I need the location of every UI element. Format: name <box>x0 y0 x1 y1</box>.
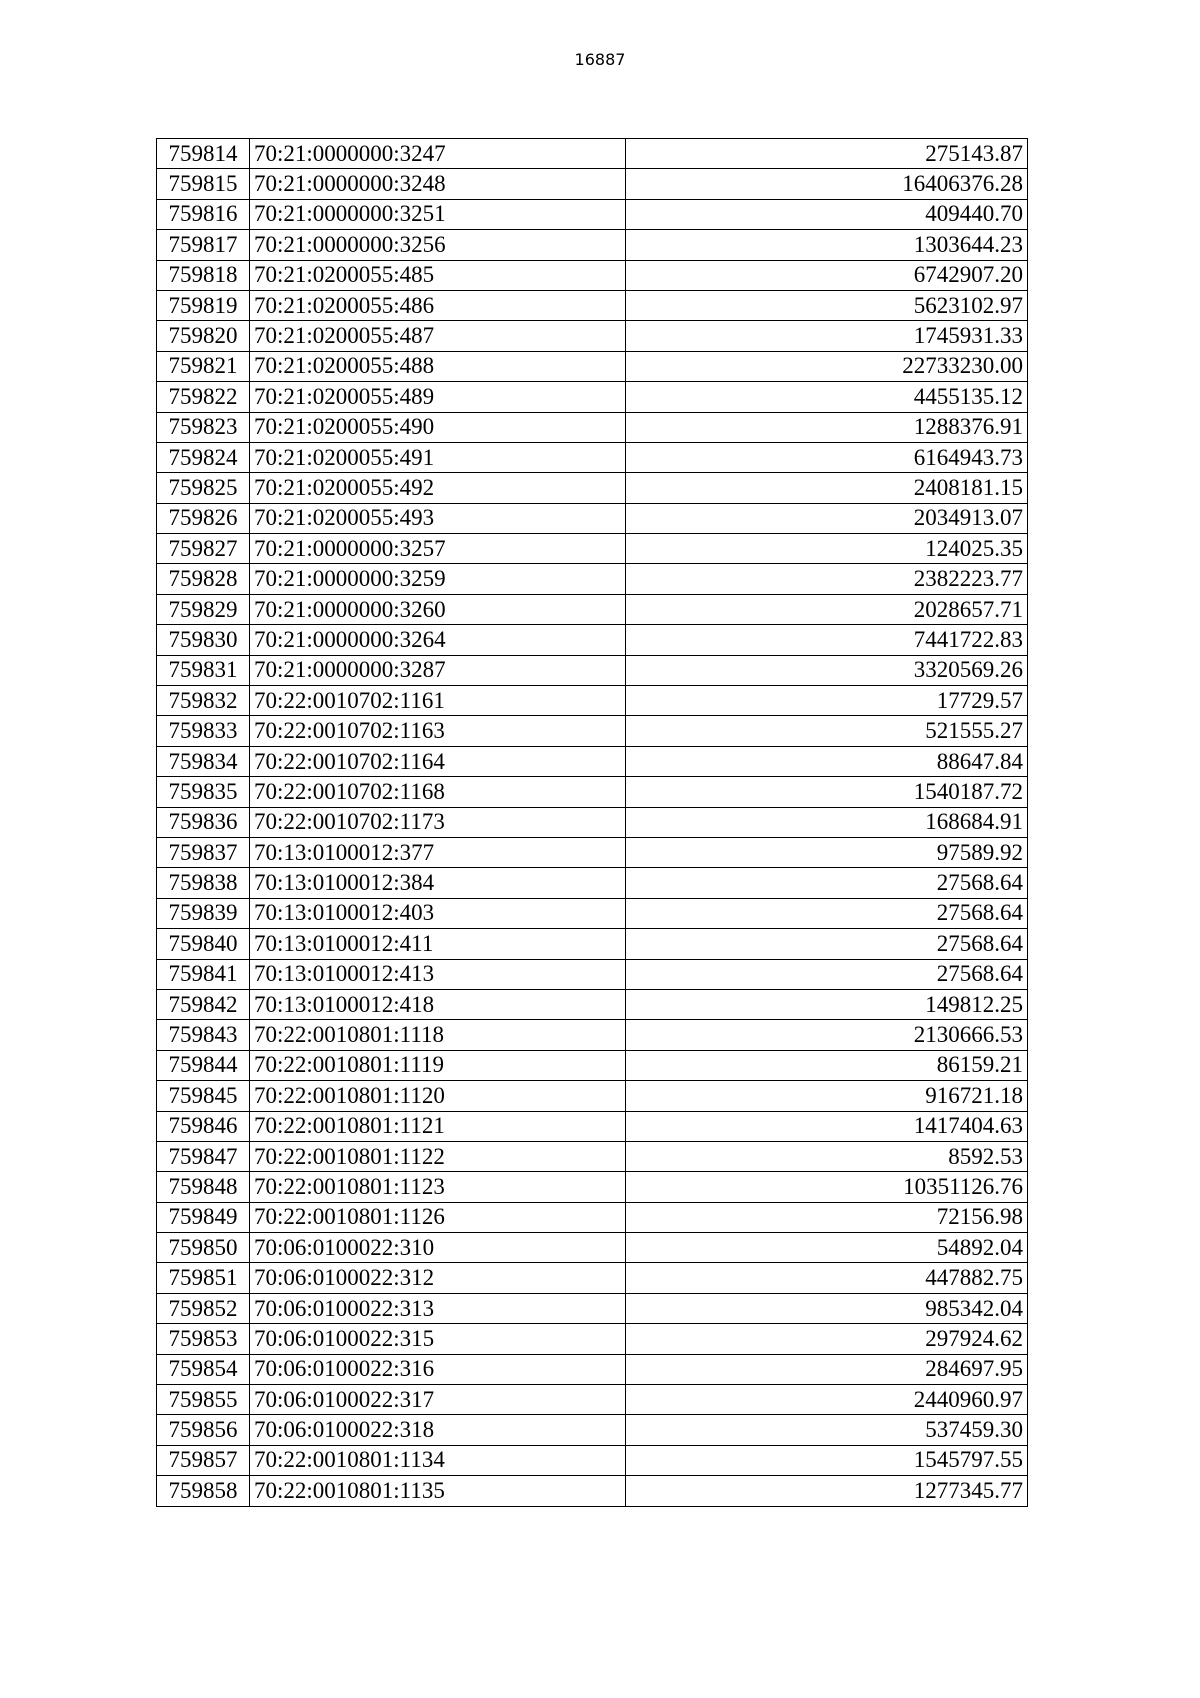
row-id-cell: 759853 <box>157 1324 250 1354</box>
cadastral-number-cell: 70:21:0000000:3247 <box>250 139 626 169</box>
table-row <box>157 1081 1028 1111</box>
cadastral-number-cell: 70:21:0200055:492 <box>250 473 626 503</box>
value-cell: 284697.95 <box>626 1354 1028 1384</box>
value-cell: 297924.62 <box>626 1324 1028 1354</box>
cadastral-number-cell: 70:21:0000000:3257 <box>250 534 626 564</box>
cadastral-number-cell: 70:21:0000000:3256 <box>250 230 626 260</box>
row-id-cell: 759858 <box>157 1476 250 1506</box>
table-row <box>157 1050 1028 1080</box>
row-id-cell: 759834 <box>157 746 250 776</box>
cadastral-number-cell: 70:22:0010702:1163 <box>250 716 626 746</box>
table-row <box>157 412 1028 442</box>
row-id-cell: 759851 <box>157 1263 250 1293</box>
value-cell: 1417404.63 <box>626 1111 1028 1141</box>
table-row <box>157 169 1028 199</box>
value-cell: 985342.04 <box>626 1293 1028 1323</box>
value-cell: 3320569.26 <box>626 655 1028 685</box>
value-cell: 149812.25 <box>626 989 1028 1019</box>
value-cell: 2382223.77 <box>626 564 1028 594</box>
row-id-cell: 759846 <box>157 1111 250 1141</box>
table-row <box>157 1233 1028 1263</box>
row-id-cell: 759852 <box>157 1293 250 1323</box>
row-id-cell: 759822 <box>157 382 250 412</box>
table-row <box>157 1172 1028 1202</box>
cadastral-number-cell: 70:21:0000000:3251 <box>250 199 626 229</box>
value-cell: 6742907.20 <box>626 260 1028 290</box>
row-id-cell: 759856 <box>157 1415 250 1445</box>
cadastral-number-cell: 70:06:0100022:315 <box>250 1324 626 1354</box>
table-row <box>157 959 1028 989</box>
table-row <box>157 1263 1028 1293</box>
row-id-cell: 759848 <box>157 1172 250 1202</box>
row-id-cell: 759837 <box>157 837 250 867</box>
cadastral-number-cell: 70:21:0200055:485 <box>250 260 626 290</box>
table-row <box>157 321 1028 351</box>
table-row <box>157 1324 1028 1354</box>
table-row <box>157 777 1028 807</box>
cadastral-number-cell: 70:13:0100012:413 <box>250 959 626 989</box>
table-row <box>157 868 1028 898</box>
table-row <box>157 929 1028 959</box>
cadastral-number-cell: 70:21:0000000:3260 <box>250 594 626 624</box>
table-row <box>157 716 1028 746</box>
cadastral-number-cell: 70:22:0010801:1126 <box>250 1202 626 1232</box>
value-cell: 4455135.12 <box>626 382 1028 412</box>
table-row <box>157 503 1028 533</box>
cadastral-number-cell: 70:22:0010801:1120 <box>250 1081 626 1111</box>
row-id-cell: 759830 <box>157 625 250 655</box>
value-cell: 521555.27 <box>626 716 1028 746</box>
table-row <box>157 230 1028 260</box>
cadastral-number-cell: 70:06:0100022:312 <box>250 1263 626 1293</box>
value-cell: 2130666.53 <box>626 1020 1028 1050</box>
value-cell: 5623102.97 <box>626 290 1028 320</box>
cadastral-number-cell: 70:21:0200055:488 <box>250 351 626 381</box>
cadastral-number-cell: 70:13:0100012:411 <box>250 929 626 959</box>
table-row <box>157 351 1028 381</box>
row-id-cell: 759836 <box>157 807 250 837</box>
row-id-cell: 759855 <box>157 1385 250 1415</box>
cadastral-number-cell: 70:21:0000000:3248 <box>250 169 626 199</box>
table-row <box>157 290 1028 320</box>
page-number: 16887 <box>574 50 626 69</box>
value-cell: 8592.53 <box>626 1141 1028 1171</box>
table-row <box>157 1293 1028 1323</box>
table-row <box>157 139 1028 169</box>
cadastral-number-cell: 70:21:0200055:486 <box>250 290 626 320</box>
table-row <box>157 686 1028 716</box>
table-row <box>157 594 1028 624</box>
table-row <box>157 1445 1028 1475</box>
row-id-cell: 759838 <box>157 868 250 898</box>
value-cell: 72156.98 <box>626 1202 1028 1232</box>
cadastral-number-cell: 70:22:0010702:1168 <box>250 777 626 807</box>
value-cell: 22733230.00 <box>626 351 1028 381</box>
value-cell: 6164943.73 <box>626 442 1028 472</box>
table-body <box>157 139 1028 1507</box>
cadastral-number-cell: 70:21:0200055:487 <box>250 321 626 351</box>
value-cell: 537459.30 <box>626 1415 1028 1445</box>
row-id-cell: 759825 <box>157 473 250 503</box>
cadastral-number-cell: 70:21:0200055:493 <box>250 503 626 533</box>
row-id-cell: 759818 <box>157 260 250 290</box>
cadastral-number-cell: 70:13:0100012:403 <box>250 898 626 928</box>
table-row <box>157 898 1028 928</box>
row-id-cell: 759823 <box>157 412 250 442</box>
table-row <box>157 534 1028 564</box>
value-cell: 2440960.97 <box>626 1385 1028 1415</box>
cadastral-number-cell: 70:22:0010801:1118 <box>250 1020 626 1050</box>
cadastral-number-cell: 70:22:0010801:1122 <box>250 1141 626 1171</box>
value-cell: 97589.92 <box>626 837 1028 867</box>
value-cell: 2408181.15 <box>626 473 1028 503</box>
cadastral-number-cell: 70:06:0100022:313 <box>250 1293 626 1323</box>
row-id-cell: 759814 <box>157 139 250 169</box>
table-row <box>157 1202 1028 1232</box>
cadastral-number-cell: 70:13:0100012:384 <box>250 868 626 898</box>
cadastral-number-cell: 70:13:0100012:377 <box>250 837 626 867</box>
row-id-cell: 759857 <box>157 1445 250 1475</box>
row-id-cell: 759844 <box>157 1050 250 1080</box>
value-cell: 27568.64 <box>626 929 1028 959</box>
value-cell: 916721.18 <box>626 1081 1028 1111</box>
row-id-cell: 759850 <box>157 1233 250 1263</box>
table-row <box>157 564 1028 594</box>
table-row <box>157 1385 1028 1415</box>
value-cell: 7441722.83 <box>626 625 1028 655</box>
row-id-cell: 759832 <box>157 686 250 716</box>
row-id-cell: 759845 <box>157 1081 250 1111</box>
value-cell: 27568.64 <box>626 898 1028 928</box>
cadastral-number-cell: 70:22:0010801:1123 <box>250 1172 626 1202</box>
cadastral-number-cell: 70:22:0010702:1164 <box>250 746 626 776</box>
value-cell: 1745931.33 <box>626 321 1028 351</box>
cadastral-number-cell: 70:22:0010702:1161 <box>250 686 626 716</box>
table-row <box>157 807 1028 837</box>
row-id-cell: 759817 <box>157 230 250 260</box>
row-id-cell: 759820 <box>157 321 250 351</box>
cadastral-number-cell: 70:21:0200055:491 <box>250 442 626 472</box>
value-cell: 2034913.07 <box>626 503 1028 533</box>
table-row <box>157 442 1028 472</box>
row-id-cell: 759821 <box>157 351 250 381</box>
table-row <box>157 260 1028 290</box>
value-cell: 124025.35 <box>626 534 1028 564</box>
table-row <box>157 382 1028 412</box>
table-row <box>157 989 1028 1019</box>
value-cell: 88647.84 <box>626 746 1028 776</box>
value-cell: 10351126.76 <box>626 1172 1028 1202</box>
row-id-cell: 759831 <box>157 655 250 685</box>
row-id-cell: 759854 <box>157 1354 250 1384</box>
table-row <box>157 199 1028 229</box>
cadastral-number-cell: 70:21:0200055:490 <box>250 412 626 442</box>
row-id-cell: 759824 <box>157 442 250 472</box>
row-id-cell: 759816 <box>157 199 250 229</box>
cadastral-number-cell: 70:06:0100022:317 <box>250 1385 626 1415</box>
value-cell: 1277345.77 <box>626 1476 1028 1506</box>
value-cell: 1303644.23 <box>626 230 1028 260</box>
table-row <box>157 1020 1028 1050</box>
value-cell: 1288376.91 <box>626 412 1028 442</box>
cadastral-number-cell: 70:22:0010801:1134 <box>250 1445 626 1475</box>
row-id-cell: 759841 <box>157 959 250 989</box>
value-cell: 17729.57 <box>626 686 1028 716</box>
table-row <box>157 746 1028 776</box>
cadastral-number-cell: 70:06:0100022:318 <box>250 1415 626 1445</box>
table-row <box>157 1415 1028 1445</box>
cadastral-number-cell: 70:22:0010801:1119 <box>250 1050 626 1080</box>
table-row <box>157 1354 1028 1384</box>
value-cell: 27568.64 <box>626 868 1028 898</box>
row-id-cell: 759829 <box>157 594 250 624</box>
value-cell: 54892.04 <box>626 1233 1028 1263</box>
row-id-cell: 759849 <box>157 1202 250 1232</box>
table-row <box>157 473 1028 503</box>
value-cell: 2028657.71 <box>626 594 1028 624</box>
cadastral-number-cell: 70:06:0100022:316 <box>250 1354 626 1384</box>
row-id-cell: 759839 <box>157 898 250 928</box>
value-cell: 1540187.72 <box>626 777 1028 807</box>
value-cell: 16406376.28 <box>626 169 1028 199</box>
value-cell: 409440.70 <box>626 199 1028 229</box>
table-row <box>157 837 1028 867</box>
row-id-cell: 759815 <box>157 169 250 199</box>
data-table <box>156 138 1028 1507</box>
cadastral-number-cell: 70:22:0010801:1135 <box>250 1476 626 1506</box>
row-id-cell: 759833 <box>157 716 250 746</box>
row-id-cell: 759827 <box>157 534 250 564</box>
cadastral-number-cell: 70:21:0200055:489 <box>250 382 626 412</box>
table-row <box>157 1111 1028 1141</box>
row-id-cell: 759840 <box>157 929 250 959</box>
row-id-cell: 759826 <box>157 503 250 533</box>
row-id-cell: 759835 <box>157 777 250 807</box>
value-cell: 27568.64 <box>626 959 1028 989</box>
cadastral-number-cell: 70:21:0000000:3264 <box>250 625 626 655</box>
table-row <box>157 1141 1028 1171</box>
cadastral-number-cell: 70:13:0100012:418 <box>250 989 626 1019</box>
cadastral-number-cell: 70:21:0000000:3259 <box>250 564 626 594</box>
row-id-cell: 759843 <box>157 1020 250 1050</box>
table-row <box>157 1476 1028 1506</box>
row-id-cell: 759842 <box>157 989 250 1019</box>
value-cell: 447882.75 <box>626 1263 1028 1293</box>
cadastral-number-cell: 70:22:0010801:1121 <box>250 1111 626 1141</box>
row-id-cell: 759828 <box>157 564 250 594</box>
value-cell: 1545797.55 <box>626 1445 1028 1475</box>
cadastral-number-cell: 70:21:0000000:3287 <box>250 655 626 685</box>
value-cell: 86159.21 <box>626 1050 1028 1080</box>
value-cell: 168684.91 <box>626 807 1028 837</box>
row-id-cell: 759819 <box>157 290 250 320</box>
row-id-cell: 759847 <box>157 1141 250 1171</box>
table-row <box>157 655 1028 685</box>
value-cell: 275143.87 <box>626 139 1028 169</box>
cadastral-number-cell: 70:06:0100022:310 <box>250 1233 626 1263</box>
table-row <box>157 625 1028 655</box>
cadastral-number-cell: 70:22:0010702:1173 <box>250 807 626 837</box>
